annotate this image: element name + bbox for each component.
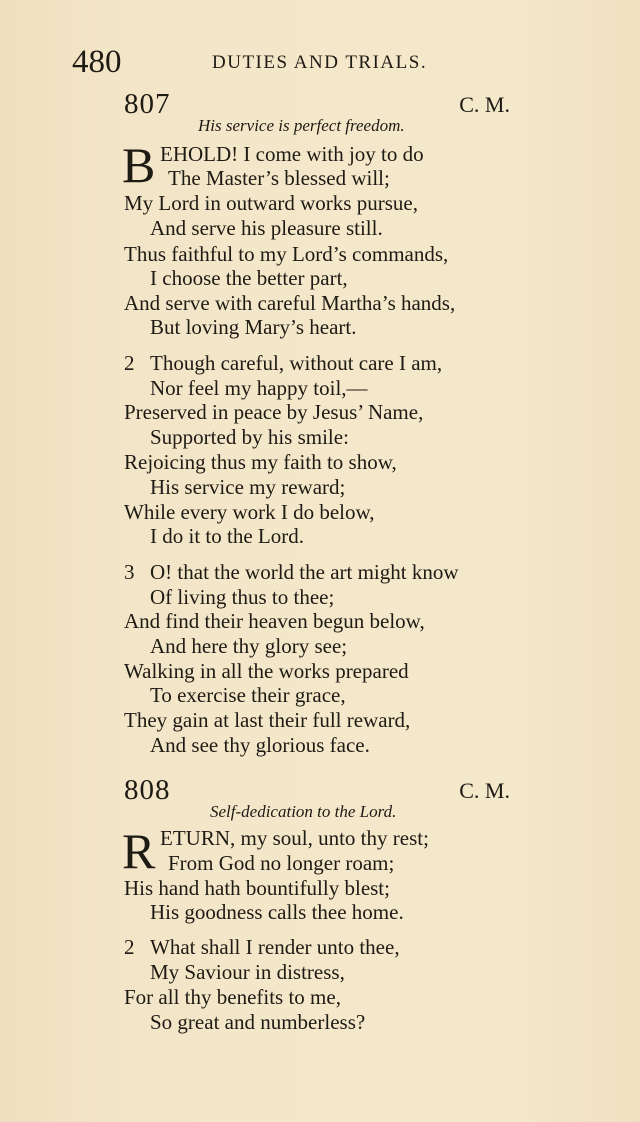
hymn-number: 808 xyxy=(124,774,171,806)
hymn-line: While every work I do below, xyxy=(124,500,375,524)
hymn-line: From God no longer roam; xyxy=(168,851,395,875)
hymn-line: I do it to the Lord. xyxy=(150,524,304,548)
line-text: ! I come with joy to do xyxy=(231,142,424,166)
hymn-line: And serve with careful Martha’s hands, xyxy=(124,291,456,315)
hymn-line: What shall I render unto thee, xyxy=(150,935,400,959)
hymn-number: 807 xyxy=(124,88,171,120)
running-title: DUTIES AND TRIALS. xyxy=(212,52,428,73)
hymn-meter: C. M. xyxy=(459,778,510,803)
hymn-line: And serve his pleasure still. xyxy=(150,216,383,240)
hymn-line: To exercise their grace, xyxy=(150,683,346,707)
hymn-subtitle: Self-dedication to the Lord. xyxy=(210,802,397,821)
line-text: , my soul, unto thy rest; xyxy=(230,826,429,850)
hymn-line: For all thy benefits to me, xyxy=(124,985,341,1009)
first-word: EHOLD xyxy=(160,142,232,166)
running-head xyxy=(0,44,640,84)
hymn-line: His goodness calls thee home. xyxy=(150,900,404,924)
drop-cap: B xyxy=(122,137,156,193)
hymn-line xyxy=(160,826,429,851)
hymn-line: And here thy glory see; xyxy=(150,634,348,658)
hymn-line: His hand hath bountifully blest; xyxy=(124,876,390,900)
stanza-number: 2 xyxy=(124,935,135,959)
hymn-line: Of living thus to thee; xyxy=(150,585,335,609)
hymn-line: And see thy glorious face. xyxy=(150,733,370,757)
hymn-line: But loving Mary’s heart. xyxy=(150,315,357,339)
hymn-line: They gain at last their full reward, xyxy=(124,708,411,732)
hymn-line: Supported by his smile: xyxy=(150,425,349,449)
hymn-meter: C. M. xyxy=(459,92,510,117)
stanza-number: 2 xyxy=(124,351,135,375)
hymn-line: His service my reward; xyxy=(150,475,346,499)
drop-cap: R xyxy=(122,823,156,879)
first-word: ETURN xyxy=(160,826,230,850)
hymn-line: Nor feel my happy toil,— xyxy=(150,376,368,400)
hymn-line: The Master’s blessed will; xyxy=(168,166,390,190)
hymn-line: Walking in all the works prepared xyxy=(124,659,409,683)
hymn-line: My Lord in outward works pursue, xyxy=(124,191,418,215)
hymn-line xyxy=(160,142,424,167)
hymn-line: So great and numberless? xyxy=(150,1010,366,1034)
page-number: 480 xyxy=(72,44,122,80)
hymn-line: Preserved in peace by Jesus’ Name, xyxy=(124,400,424,424)
hymn-line: Though careful, without care I am, xyxy=(150,351,443,375)
hymn-line: O! that the world the art might know xyxy=(150,560,459,584)
hymn-line: My Saviour in distress, xyxy=(150,960,345,984)
hymn-line: And find their heaven begun below, xyxy=(124,609,425,633)
hymn-line: I choose the better part, xyxy=(150,266,348,290)
hymn-subtitle: His service is perfect freedom. xyxy=(198,116,405,135)
hymn-line: Rejoicing thus my faith to show, xyxy=(124,450,397,474)
stanza-number: 3 xyxy=(124,560,135,584)
hymn-line: Thus faithful to my Lord’s commands, xyxy=(124,242,449,266)
